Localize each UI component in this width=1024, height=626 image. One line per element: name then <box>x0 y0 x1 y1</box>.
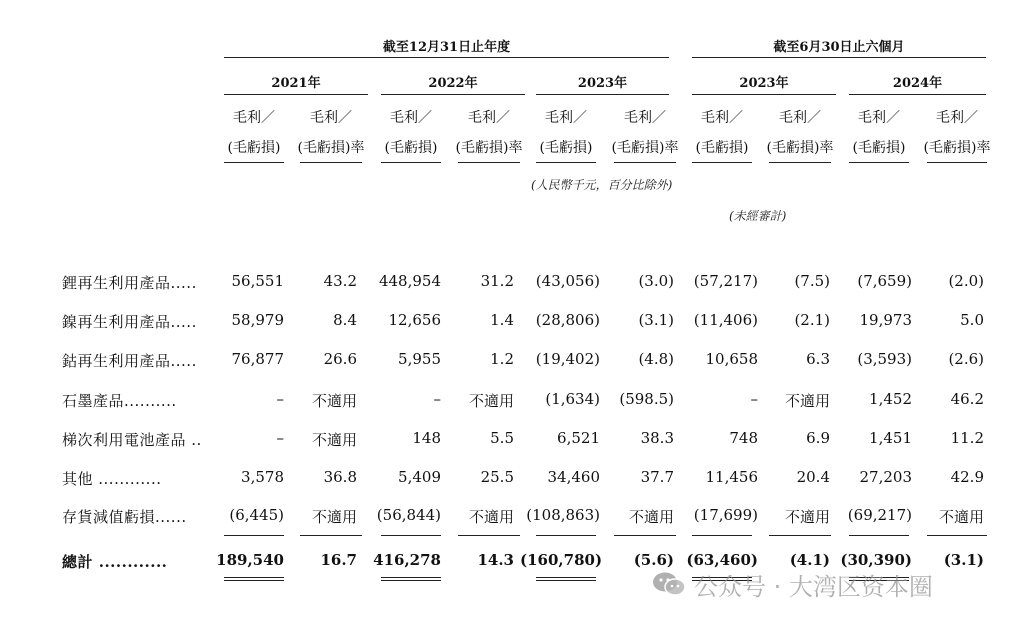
total-double-rule <box>224 577 284 581</box>
column-header-line: 毛利／ <box>858 110 900 126</box>
column-header-line: 毛利／ <box>310 110 352 126</box>
row-label: 其他 ............ <box>62 470 162 488</box>
table-cell: (19,402) <box>535 350 600 368</box>
group-header-annual: 截至12月31日止年度 <box>382 40 511 55</box>
year-rule-2022 <box>381 94 525 95</box>
table-cell: 19,973 <box>859 311 912 329</box>
column-header-line: (毛虧損)率 <box>611 140 679 156</box>
table-cell: (11,406) <box>693 311 758 329</box>
row-label: 鋰再生利用產品..... <box>62 274 197 292</box>
subtotal-rule <box>692 535 752 536</box>
total-double-rule <box>381 577 441 581</box>
row-label: 石墨產品.......... <box>62 392 177 410</box>
table-cell: (69,217) <box>847 506 912 524</box>
column-header-gross-margin <box>608 103 682 163</box>
subtotal-rule <box>458 535 520 536</box>
subtotal-rule <box>381 535 441 536</box>
wechat-icon <box>652 571 686 597</box>
table-cell: (3.1) <box>638 311 674 329</box>
column-header-line: (毛虧損) <box>852 140 906 156</box>
total-cell: (5.6) <box>633 551 674 569</box>
table-cell: 不適用 <box>938 508 984 526</box>
year-header-2022: 2022年 <box>428 76 478 91</box>
table-cell: 5,409 <box>398 468 441 486</box>
group-rule-halfyear <box>692 57 986 58</box>
total-cell: 189,540 <box>216 551 284 569</box>
table-cell: 748 <box>729 429 758 447</box>
column-header-line: 毛利／ <box>390 110 432 126</box>
column-header-gross-profit <box>843 103 915 163</box>
table-cell: 8.4 <box>333 311 357 329</box>
column-header-gross-profit <box>686 103 758 163</box>
table-cell: (6,445) <box>229 506 284 524</box>
column-header-gross-profit <box>375 103 447 163</box>
column-header-line: (毛虧損) <box>384 140 438 156</box>
table-cell: 448,954 <box>378 272 441 290</box>
table-cell: – <box>433 390 441 408</box>
column-header-rule <box>458 162 520 163</box>
table-cell: (7.5) <box>794 272 830 290</box>
year-rule-2023 <box>536 94 669 95</box>
column-header-line: (毛虧損) <box>227 140 281 156</box>
column-header-line: (毛虧損)率 <box>923 140 991 156</box>
table-cell: 12,656 <box>388 311 441 329</box>
table-cell: (7,659) <box>857 272 912 290</box>
column-header-line: 毛利／ <box>468 110 510 126</box>
table-cell: (2.0) <box>948 272 984 290</box>
column-header-line: (毛虧損)率 <box>455 140 523 156</box>
column-header-line: 毛利／ <box>545 110 587 126</box>
table-cell: 11.2 <box>950 429 984 447</box>
row-label: 梯次利用電池產品 .. <box>62 431 202 449</box>
group-header-halfyear: 截至6月30日止六個月 <box>773 40 905 55</box>
group-rule-annual <box>224 57 669 58</box>
subtotal-rule <box>224 535 284 536</box>
watermark <box>652 566 933 602</box>
table-cell: (43,056) <box>535 272 600 290</box>
column-header-line: 毛利／ <box>233 110 275 126</box>
table-cell: 不適用 <box>784 508 830 526</box>
table-cell: 10,658 <box>705 350 758 368</box>
table-cell: 不適用 <box>784 392 830 410</box>
year-rule-2024-h1 <box>849 94 986 95</box>
year-rule-2021 <box>224 94 368 95</box>
total-cell: 14.3 <box>477 551 514 569</box>
table-cell: 20.4 <box>796 468 830 486</box>
table-cell: 56,551 <box>231 272 284 290</box>
total-cell: (63,460) <box>686 551 758 569</box>
year-header-2023-h1: 2023年 <box>739 76 789 91</box>
total-cell: (3.1) <box>943 551 984 569</box>
column-header-line: 毛利／ <box>779 110 821 126</box>
column-header-gross-margin <box>452 103 526 163</box>
column-header-rule <box>849 162 909 163</box>
year-header-2023: 2023年 <box>577 76 628 91</box>
table-cell: 31.2 <box>480 272 514 290</box>
table-cell: 43.2 <box>323 272 357 290</box>
column-header-rule <box>692 162 752 163</box>
table-cell: 27,203 <box>859 468 912 486</box>
table-cell: (4.8) <box>638 350 674 368</box>
table-cell: 26.6 <box>323 350 357 368</box>
total-cell: 416,278 <box>373 551 441 569</box>
table-cell: 36.8 <box>323 468 357 486</box>
table-cell: 76,877 <box>231 350 284 368</box>
table-cell: 不適用 <box>311 508 357 526</box>
column-header-gross-margin <box>921 103 993 163</box>
total-cell: 16.7 <box>320 551 357 569</box>
table-cell: 34,460 <box>547 468 600 486</box>
column-header-gross-profit <box>530 103 602 163</box>
row-label: 鎳再生利用產品..... <box>62 313 197 331</box>
watermark-text: 公众号 · 大湾区资本圈 <box>694 572 933 601</box>
total-cell: (160,780) <box>520 551 603 569</box>
unit-note: (人民幣千元，百分比除外) <box>531 178 673 192</box>
table-cell: 11,456 <box>705 468 758 486</box>
column-header-gross-margin <box>763 103 837 163</box>
total-row-label: 總計 ............ <box>62 553 168 571</box>
column-header-gross-margin <box>294 103 368 163</box>
subtotal-rule <box>536 535 596 536</box>
total-double-rule <box>536 577 596 581</box>
table-cell: (3,593) <box>857 350 912 368</box>
column-header-rule <box>224 162 284 163</box>
subtotal-rule <box>927 535 987 536</box>
table-cell: 38.3 <box>640 429 674 447</box>
table-cell: (3.0) <box>638 272 674 290</box>
column-header-line: (毛虧損) <box>695 140 749 156</box>
total-cell: (30,390) <box>840 551 912 569</box>
column-header-line: 毛利／ <box>701 110 743 126</box>
table-cell: 5,955 <box>398 350 441 368</box>
table-cell: 1.2 <box>490 350 514 368</box>
table-cell: 6.9 <box>806 429 830 447</box>
table-cell: 不適用 <box>468 392 514 410</box>
column-header-rule <box>536 162 596 163</box>
subtotal-rule <box>614 535 676 536</box>
table-cell: 不適用 <box>628 508 674 526</box>
column-header-rule <box>614 162 676 163</box>
row-label: 鈷再生利用產品..... <box>62 352 197 370</box>
column-header-line: (毛虧損)率 <box>766 140 834 156</box>
table-cell: 1.4 <box>490 311 514 329</box>
column-header-line: 毛利／ <box>624 110 666 126</box>
table-cell: (108,863) <box>526 506 600 524</box>
table-cell: 42.9 <box>950 468 984 486</box>
column-header-line: 毛利／ <box>936 110 978 126</box>
column-header-gross-profit <box>218 103 290 163</box>
table-cell: (598.5) <box>619 390 674 408</box>
table-cell: 37.7 <box>640 468 674 486</box>
table-cell: (1,634) <box>545 390 600 408</box>
column-header-rule <box>769 162 831 163</box>
table-cell: – <box>750 390 758 408</box>
column-header-rule <box>927 162 987 163</box>
row-label: 存貨減值虧損...... <box>62 508 187 526</box>
year-header-2021: 2021年 <box>271 76 321 91</box>
column-header-line: (毛虧損)率 <box>297 140 365 156</box>
table-cell: – <box>276 390 284 408</box>
table-cell: 148 <box>412 429 441 447</box>
year-rule-2023-h1 <box>692 94 836 95</box>
subtotal-rule <box>849 535 909 536</box>
column-header-rule <box>300 162 362 163</box>
column-header-line: (毛虧損) <box>539 140 593 156</box>
table-cell: 5.0 <box>960 311 984 329</box>
total-cell: (4.1) <box>789 551 830 569</box>
table-cell: 1,451 <box>869 429 912 447</box>
unaudited-note: (未經審計) <box>729 209 787 223</box>
table-cell: 不適用 <box>311 431 357 449</box>
table-cell: (56,844) <box>376 506 441 524</box>
subtotal-rule <box>300 535 362 536</box>
table-cell: 6,521 <box>557 429 600 447</box>
table-cell: (2.6) <box>948 350 984 368</box>
table-cell: 5.5 <box>490 429 514 447</box>
table-cell: – <box>276 429 284 447</box>
table-cell: 3,578 <box>241 468 284 486</box>
table-cell: 6.3 <box>806 350 830 368</box>
table-cell: 不適用 <box>468 508 514 526</box>
table-cell: (17,699) <box>693 506 758 524</box>
table-cell: 46.2 <box>950 390 984 408</box>
table-cell: 25.5 <box>480 468 514 486</box>
table-cell: 1,452 <box>869 390 912 408</box>
table-cell: 不適用 <box>311 392 357 410</box>
column-header-rule <box>381 162 441 163</box>
year-header-2024-h1: 2024年 <box>892 76 943 91</box>
table-cell: (28,806) <box>535 311 600 329</box>
subtotal-rule <box>769 535 831 536</box>
table-cell: (2.1) <box>794 311 830 329</box>
table-cell: (57,217) <box>693 272 758 290</box>
table-cell: 58,979 <box>231 311 284 329</box>
